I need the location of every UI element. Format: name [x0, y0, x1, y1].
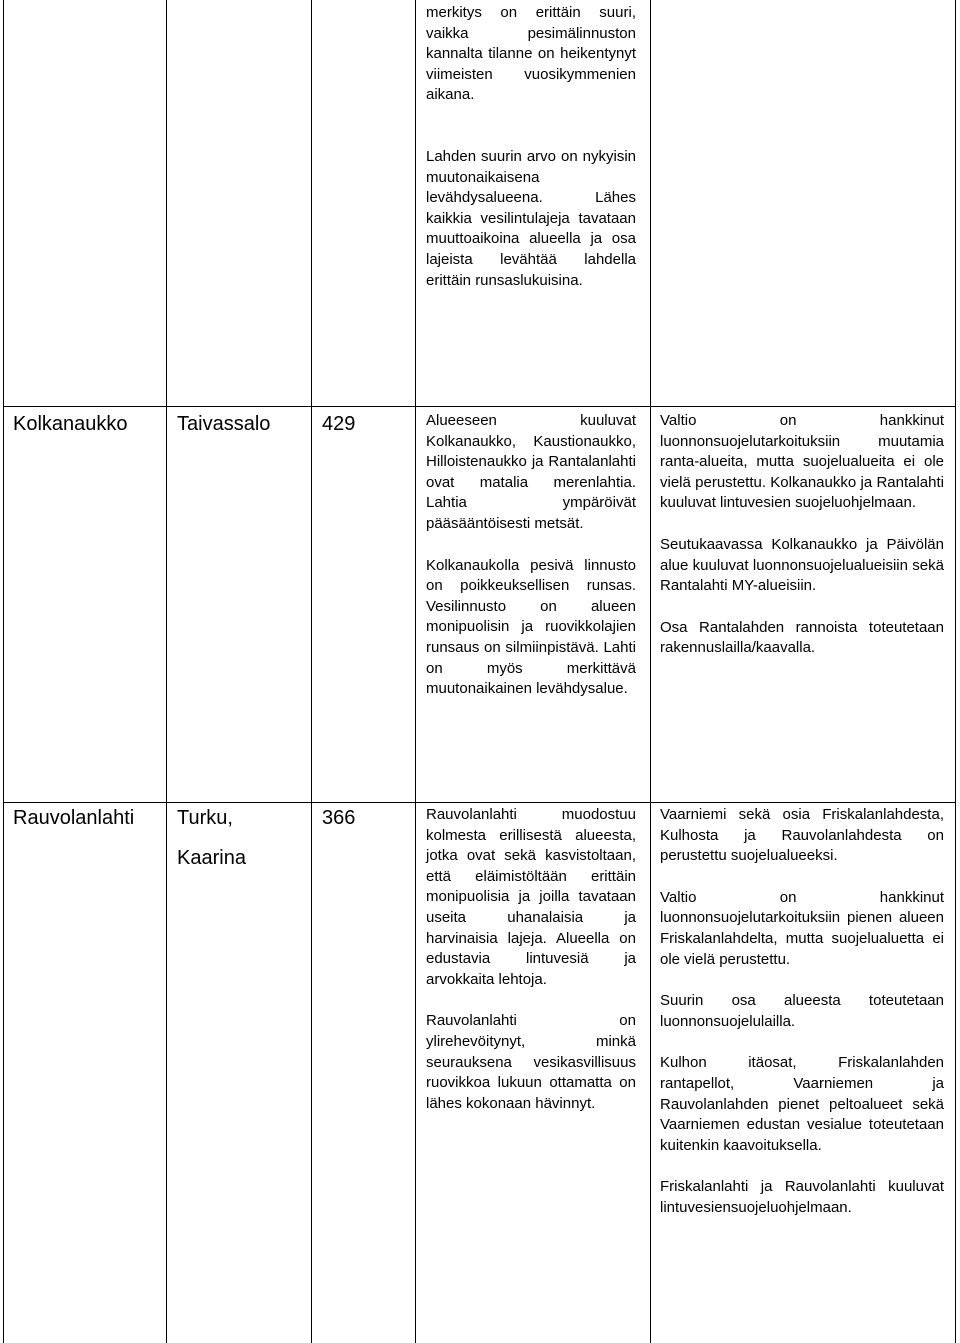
area-description: [426, 805, 636, 1114]
area-number: 366: [322, 807, 356, 829]
area-description: [426, 411, 636, 700]
municipality: Kaarina: [177, 847, 246, 869]
column-divider-1: [166, 0, 167, 1343]
row-separator-1: [3, 406, 956, 407]
row-separator-2: [3, 802, 956, 803]
municipality: Taivassalo: [177, 413, 271, 435]
notes-paragraph: Valtio on hankkinut luonnonsuojelutarkoituksiin muutamia ranta-alueita, mutta suojelualueita ei ole vielä perustettu. Kolkanaukko ja Rantalahti kuuluvat lintuvesien suojeluohjelmaan.: [660, 412, 944, 512]
notes-paragraph: Friskalanlahti ja Rauvolanlahti kuuluvat lintuvesiensuojeluohjelmaan.: [660, 1178, 944, 1216]
description-paragraph: Alueeseen kuuluvat Kolkanaukko, Kaustionaukko, Hilloistenaukko ja Rantalanlahti ovat matalia merenlahtia. Lahtia ympäröivät pääsääntöisesti metsät.: [426, 412, 636, 532]
area-number: 429: [322, 413, 356, 435]
notes-paragraph: Vaarniemi sekä osia Friskalanlahdesta, Kulhosta ja Rauvolanlahdesta on perustettu suojelualueeksi.: [660, 806, 944, 865]
notes-paragraph: Seutukaavassa Kolkanaukko ja Päivölän alue kuuluvat luonnonsuojelualueisiin sekä Rantalahti MY-alueisiin.: [660, 535, 944, 595]
description-paragraph: Rauvolanlahti on ylirehevöitynyt, minkä seurauksena vesikasvillisuus ruovikkoa lukuun ottamatta on lähes kokonaan hävinnyt.: [426, 1012, 636, 1112]
column-divider-2: [311, 0, 312, 1343]
table-left-border: [3, 0, 4, 1343]
notes-paragraph: Osa Rantalahden rannoista toteutetaan rakennuslailla/kaavalla.: [660, 618, 944, 657]
column-divider-4: [650, 0, 651, 1343]
description-paragraph: Rauvolanlahti muodostuu kolmesta erillisestä alueesta, jotka ovat sekä kasvistoltaan, että eläimistöltään erittäin monipuolisia ja joilla tavataan useita uhanalaisia ja harvinaisia lajeja. Alueella on edustavia lintuvesiä ja arvokkaita lehtoja.: [426, 806, 636, 988]
notes-paragraph: Valtio on hankkinut luonnonsuojelutarkoituksiin pienen alueen Friskalanlahdelta, mutta suojelualuetta ei ole vielä perustettu.: [660, 888, 944, 968]
description-paragraph: merkitys on erittäin suuri, vaikka pesimälinnuston kannalta tilanne on heikentynyt viimeisten vuosikymmenien aikana.: [426, 4, 636, 104]
municipality: Turku,: [177, 807, 233, 829]
area-name: Kolkanaukko: [13, 413, 128, 435]
area-name: Rauvolanlahti: [13, 807, 135, 829]
description-paragraph: Lahden suurin arvo on nykyisin muutonaikaisena levähdysalueena. Lähes kaikkia vesilintulajeja tavataan muuttoaikoina alueella ja osa lajeista levähtää lahdella erittäin runsaslukuisina.: [426, 147, 636, 289]
description-paragraph: Kolkanaukolla pesivä linnusto on poikkeuksellisen runsas. Vesilinnusto on alueen monipuolisin ja ruovikkolajien runsaus on silmiinpistävä. Lahti on myös merkittävä muutonaikainen levähdysalue.: [426, 556, 636, 698]
continued-description: [426, 3, 636, 291]
table-right-border: [955, 0, 956, 1343]
area-notes: [660, 411, 944, 659]
notes-paragraph: Kulhon itäosat, Friskalanlahden rantapellot, Vaarniemen ja Rauvolanlahden pienet peltoalueet sekä Vaarniemen edustan vesialue toteutetaan kuitenkin kaavoituksella.: [660, 1054, 944, 1154]
column-divider-3: [415, 0, 416, 1343]
notes-paragraph: Suurin osa alueesta toteutetaan luonnonsuojelulailla.: [660, 992, 944, 1030]
area-notes: [660, 805, 944, 1219]
